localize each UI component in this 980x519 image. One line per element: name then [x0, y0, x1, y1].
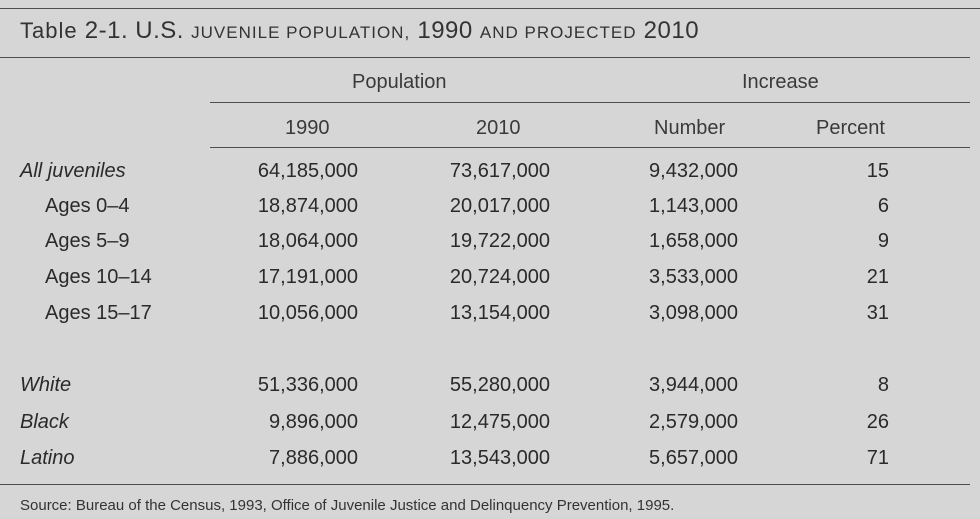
cell-number: 1,658,000	[649, 230, 738, 252]
cell-number: 2,579,000	[649, 411, 738, 433]
table-row	[0, 447, 980, 479]
col-header-1990: 1990	[285, 117, 330, 139]
cell-percent: 71	[866, 447, 889, 469]
cell-number: 9,432,000	[649, 160, 738, 182]
col-header-number: Number	[654, 117, 726, 139]
title-number: 2-1.	[84, 17, 129, 44]
cell-number: 3,533,000	[649, 266, 738, 288]
table-title	[20, 17, 699, 45]
title-mid: JUVENILE POPULATION,	[191, 23, 411, 42]
group-header-increase: Increase	[742, 71, 819, 93]
cell-1990: 18,064,000	[257, 230, 358, 252]
cell-2010: 13,154,000	[449, 302, 550, 324]
title-year2: 2010	[643, 17, 700, 44]
cell-number: 5,657,000	[649, 447, 738, 469]
cell-2010: 20,017,000	[449, 195, 550, 217]
column-header-rule	[210, 147, 970, 148]
cell-percent: 15	[866, 160, 889, 182]
cell-2010: 73,617,000	[449, 160, 550, 182]
cell-1990: 18,874,000	[257, 195, 358, 217]
cell-number: 3,098,000	[649, 302, 738, 324]
cell-percent: 26	[866, 411, 889, 433]
row-label: Ages 0–4	[45, 195, 130, 217]
table-row	[0, 374, 980, 406]
cell-1990: 64,185,000	[257, 160, 358, 182]
title-year: 1990	[417, 17, 473, 44]
cell-percent: 6	[877, 195, 889, 217]
title-prefix: Table	[20, 18, 78, 43]
row-label: Ages 15–17	[45, 302, 152, 324]
row-label: Ages 10–14	[45, 266, 152, 288]
title-rule	[0, 57, 970, 58]
cell-1990: 17,191,000	[257, 266, 358, 288]
table-row	[0, 195, 980, 227]
table-row	[0, 302, 980, 334]
cell-2010: 55,280,000	[449, 374, 550, 396]
top-rule	[0, 8, 980, 9]
row-label: Black	[20, 411, 69, 433]
cell-percent: 31	[866, 302, 889, 324]
row-label: White	[20, 374, 72, 396]
cell-1990: 7,886,000	[269, 447, 358, 469]
table-row	[0, 230, 980, 262]
row-label: Latino	[20, 447, 75, 469]
cell-1990: 51,336,000	[257, 374, 358, 396]
cell-number: 1,143,000	[649, 195, 738, 217]
title-and: AND PROJECTED	[479, 23, 637, 42]
cell-1990: 9,896,000	[269, 411, 358, 433]
table-row	[0, 411, 980, 443]
group-header-population: Population	[352, 71, 447, 93]
table-row	[0, 160, 980, 192]
cell-1990: 10,056,000	[257, 302, 358, 324]
cell-2010: 13,543,000	[449, 447, 550, 469]
source-note: Source: Bureau of the Census, 1993, Office of Juvenile Justice and Delinquency Prevention, 1995.	[20, 497, 675, 514]
table-row	[0, 266, 980, 298]
cell-2010: 19,722,000	[449, 230, 550, 252]
cell-percent: 8	[877, 374, 889, 396]
col-header-2010: 2010	[476, 117, 521, 139]
col-header-percent: Percent	[816, 117, 885, 139]
cell-percent: 21	[866, 266, 889, 288]
row-label: Ages 5–9	[45, 230, 130, 252]
cell-2010: 12,475,000	[449, 411, 550, 433]
cell-number: 3,944,000	[649, 374, 738, 396]
row-label: All juveniles	[20, 160, 126, 182]
cell-percent: 9	[877, 230, 889, 252]
cell-2010: 20,724,000	[449, 266, 550, 288]
bottom-rule	[0, 484, 970, 485]
title-us: U.S.	[135, 17, 184, 44]
group-header-rule	[210, 102, 970, 103]
